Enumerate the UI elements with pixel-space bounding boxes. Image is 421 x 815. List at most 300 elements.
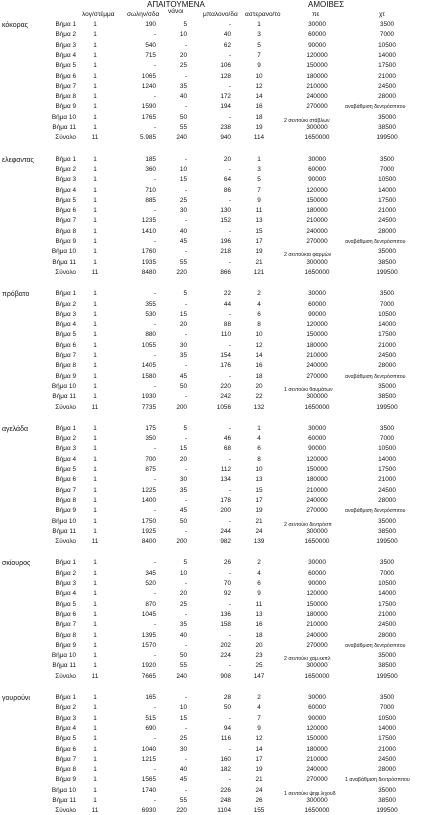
- stars-cell: 1: [257, 424, 261, 432]
- pipes-cell: 165: [145, 694, 156, 701]
- balloons-cell: 248: [220, 797, 231, 804]
- pipes-cell: -: [153, 766, 156, 774]
- xt-cell: 199500: [376, 807, 398, 815]
- balloons-cell: -: [228, 631, 231, 639]
- xt-cell: 38500: [378, 662, 396, 670]
- pe-cell: 120000: [306, 590, 328, 598]
- pipes-cell: 1040: [141, 745, 156, 753]
- pipes-cell: 345: [145, 569, 156, 577]
- step-label: Βήμα 3: [55, 176, 76, 184]
- pipes-cell: -: [153, 652, 156, 660]
- xt-cell: 35000: [378, 248, 396, 256]
- dwarves-cell: -: [184, 724, 187, 732]
- balloons-cell: 244: [220, 527, 231, 535]
- pipes-cell: 8400: [141, 538, 156, 546]
- balloons-cell: 20: [223, 155, 231, 163]
- stars-cell: 17: [255, 755, 263, 763]
- step-label: Βήμα 1: [55, 21, 76, 28]
- balloons-cell: 44: [223, 300, 231, 308]
- step-label: Βήμα 9: [55, 641, 76, 649]
- crowns-cell: 1: [93, 559, 97, 567]
- step-label: Βήμα 6: [55, 476, 76, 484]
- pipes-cell: 175: [145, 424, 156, 432]
- pe-cell: 1650000: [304, 672, 330, 680]
- stars-cell: 10: [255, 331, 263, 339]
- pipes-cell: 1055: [141, 341, 156, 349]
- stars-cell: 14: [255, 745, 263, 753]
- column-header-crowns: λογ/στέμμα: [82, 11, 115, 18]
- step-label: Βήμα 3: [55, 580, 76, 587]
- dwarves-cell: 35: [179, 621, 187, 629]
- stars-cell: 12: [255, 82, 263, 90]
- crowns-cell: 1: [93, 486, 97, 494]
- balloons-cell: -: [228, 372, 231, 380]
- xt-cell: 21000: [378, 476, 396, 484]
- step-label: Βήμα 8: [55, 496, 76, 504]
- step-label: Βήμα 4: [55, 51, 76, 59]
- step-label: Βήμα 2: [55, 704, 76, 712]
- crowns-cell: 1: [93, 445, 97, 453]
- crowns-cell: 1: [93, 155, 97, 163]
- pe-cell: 210000: [306, 217, 328, 225]
- pipes-cell: -: [153, 382, 156, 390]
- balloons-cell: 112: [220, 466, 231, 473]
- dwarves-cell: 15: [179, 310, 187, 318]
- step-label: Βήμα 11: [52, 527, 76, 535]
- pipes-cell: -: [153, 621, 156, 629]
- xt-cell: 14000: [378, 186, 396, 194]
- balloons-cell: 110: [220, 331, 231, 339]
- pipes-cell: 355: [145, 300, 156, 308]
- crowns-cell: 1: [93, 435, 97, 443]
- balloons-cell: 982: [220, 538, 231, 546]
- balloons-cell: 196: [220, 238, 231, 245]
- dwarves-cell: 5: [183, 424, 187, 432]
- pipes-cell: 870: [145, 600, 156, 608]
- dwarves-cell: -: [184, 362, 187, 370]
- balloons-cell: 136: [220, 610, 231, 618]
- pipes-cell: 1760: [141, 248, 156, 256]
- xt-cell: 7000: [379, 569, 395, 577]
- stars-cell: 17: [255, 496, 263, 504]
- pipes-cell: 1590: [141, 103, 156, 111]
- balloons-cell: 160: [220, 755, 231, 763]
- stars-cell: 23: [255, 652, 263, 660]
- pipes-cell: -: [153, 476, 156, 484]
- dwarves-cell: -: [184, 466, 187, 473]
- crowns-cell: 1: [93, 51, 97, 59]
- pe-cell: 90000: [308, 714, 326, 722]
- reward-note: αναβάθμιση δεντρόσπιτου: [345, 373, 406, 380]
- crowns-cell: 1: [93, 207, 97, 215]
- stars-cell: 22: [255, 393, 263, 401]
- balloons-cell: -: [228, 569, 231, 577]
- step-label: Βήμα 6: [55, 72, 76, 80]
- dwarves-cell: 10: [179, 704, 187, 712]
- pipes-cell: 1225: [141, 486, 156, 494]
- animal-name: γουρούνι: [2, 695, 30, 702]
- pe-cell: 300000: [306, 258, 328, 266]
- xt-cell: 35000: [378, 113, 396, 121]
- pipes-cell: 185: [145, 155, 156, 163]
- pipes-cell: 1065: [141, 72, 156, 80]
- stars-cell: 10: [255, 466, 263, 473]
- crowns-cell: 1: [93, 165, 97, 173]
- stars-cell: 9: [257, 62, 261, 70]
- dwarves-cell: 45: [179, 776, 187, 784]
- pe-cell: 1650000: [304, 403, 330, 411]
- balloons-cell: 64: [223, 176, 231, 184]
- reward-note: αναβάθμιση δεντρόσπιτου: [345, 508, 406, 515]
- balloons-cell: 1104: [217, 807, 231, 815]
- step-label: Βήμα 3: [55, 310, 76, 318]
- dwarves-cell: 20: [179, 455, 187, 463]
- dwarves-cell: 10: [179, 165, 187, 173]
- pe-cell: 120000: [306, 51, 328, 59]
- pipes-cell: 7665: [141, 672, 156, 680]
- xt-cell: 28000: [378, 631, 396, 639]
- xt-cell: 21000: [378, 610, 396, 618]
- stars-cell: 114: [253, 134, 265, 142]
- pipes-cell: 690: [145, 724, 156, 732]
- crowns-cell: 1: [93, 527, 97, 535]
- step-label: Βήμα 10: [51, 786, 76, 794]
- xt-cell: 14000: [378, 51, 396, 59]
- balloons-cell: 70: [223, 580, 231, 587]
- crowns-cell: 1: [93, 372, 97, 380]
- balloons-cell: -: [228, 165, 231, 173]
- xt-cell: 17500: [378, 331, 396, 339]
- step-label: Βήμα 11: [52, 797, 76, 804]
- balloons-cell: 200: [220, 507, 231, 515]
- dwarves-cell: 200: [176, 538, 187, 546]
- pe-cell: 60000: [308, 435, 326, 443]
- stars-cell: 6: [257, 445, 261, 453]
- balloons-cell: 172: [220, 93, 231, 101]
- crowns-cell: 1: [93, 310, 97, 318]
- pipes-cell: 1395: [141, 631, 156, 639]
- balloons-cell: -: [228, 517, 231, 525]
- stars-cell: 19: [255, 507, 263, 515]
- pipes-cell: 1765: [141, 113, 156, 121]
- crowns-cell: 1: [93, 393, 97, 401]
- dwarves-cell: 30: [179, 745, 187, 753]
- step-label: Βήμα 9: [55, 372, 76, 380]
- xt-cell: 24500: [378, 486, 396, 494]
- pe-cell: 270000: [306, 238, 328, 245]
- dwarves-cell: 5: [183, 21, 187, 28]
- dwarves-cell: -: [184, 393, 187, 401]
- xt-cell: 21000: [378, 745, 396, 753]
- crowns-cell: 1: [93, 31, 97, 39]
- balloons-cell: 26: [223, 559, 231, 567]
- balloons-cell: 68: [223, 445, 231, 453]
- xt-cell: 199500: [376, 134, 398, 142]
- stars-cell: 2: [257, 694, 261, 701]
- xt-cell: 38500: [378, 124, 396, 131]
- pe-cell: 300000: [306, 124, 328, 131]
- step-label: Βήμα 9: [55, 776, 76, 784]
- stars-cell: 16: [255, 621, 263, 629]
- stars-cell: 4: [257, 300, 261, 308]
- xt-cell: 14000: [378, 321, 396, 329]
- animal-name: πρόβατο: [2, 291, 30, 299]
- balloons-cell: 866: [220, 268, 231, 276]
- pipes-cell: 710: [145, 186, 156, 194]
- pipes-cell: 190: [145, 21, 156, 28]
- pipes-cell: 715: [145, 51, 156, 59]
- xt-cell: 3500: [379, 155, 395, 163]
- stars-cell: 147: [253, 672, 265, 680]
- step-label: Βήμα 6: [55, 745, 76, 753]
- stars-cell: 16: [255, 362, 263, 370]
- step-label: Βήμα 4: [55, 321, 76, 329]
- step-label: Βήμα 7: [55, 486, 76, 494]
- xt-cell: 38500: [378, 393, 396, 401]
- pipes-cell: 515: [145, 714, 156, 722]
- balloons-cell: -: [228, 424, 231, 432]
- step-label: Βήμα 7: [55, 217, 76, 225]
- balloons-cell: -: [228, 745, 231, 753]
- column-header-dwarves: νάνοι: [168, 8, 184, 15]
- pipes-cell: 1235: [141, 217, 156, 225]
- stars-cell: 4: [257, 569, 261, 577]
- step-label: Βήμα 11: [52, 258, 76, 266]
- crowns-cell: 1: [93, 362, 97, 370]
- pe-cell: 240000: [306, 93, 328, 101]
- xt-cell: 21000: [378, 72, 396, 80]
- balloons-cell: 152: [220, 217, 231, 225]
- pe-cell: 180000: [306, 341, 328, 349]
- stars-cell: 11: [255, 600, 263, 608]
- pe-cell: 60000: [308, 300, 326, 308]
- stars-cell: 8: [257, 321, 261, 329]
- balloons-cell: 220: [220, 382, 231, 390]
- pe-cell: 300000: [306, 527, 328, 535]
- crowns-cell: 1: [93, 41, 97, 49]
- step-label: Βήμα 11: [52, 124, 76, 131]
- dwarves-cell: 35: [179, 486, 187, 494]
- dwarves-cell: -: [184, 41, 187, 49]
- pipes-cell: 1750: [141, 517, 156, 525]
- xt-cell: 7000: [379, 300, 395, 308]
- crowns-cell: 1: [93, 196, 97, 204]
- xt-cell: 10500: [378, 310, 396, 318]
- balloons-cell: 88: [223, 321, 231, 329]
- stars-cell: 7: [257, 51, 261, 59]
- stars-cell: 15: [255, 227, 263, 235]
- step-label: Βήμα 3: [55, 714, 76, 722]
- crowns-cell: 1: [93, 290, 97, 298]
- crowns-cell: 1: [93, 610, 97, 618]
- xt-cell: 21000: [378, 341, 396, 349]
- pe-cell: 240000: [306, 496, 328, 504]
- xt-cell: 35000: [378, 382, 396, 390]
- stars-cell: 15: [255, 486, 263, 494]
- step-label: Βήμα 3: [55, 41, 76, 49]
- xt-cell: 14000: [378, 590, 396, 598]
- crowns-cell: 11: [91, 538, 99, 546]
- stars-cell: 21: [255, 517, 263, 525]
- dwarves-cell: 50: [179, 652, 187, 660]
- pe-cell: 210000: [306, 352, 328, 359]
- pipes-cell: -: [153, 176, 156, 184]
- step-label: Σύνολο: [55, 538, 76, 546]
- step-label: Βήμα 7: [55, 755, 76, 763]
- crowns-cell: 11: [91, 672, 99, 680]
- pipes-cell: -: [153, 797, 156, 804]
- balloons-cell: -: [228, 455, 231, 463]
- balloons-cell: -: [228, 21, 231, 28]
- balloons-cell: -: [228, 82, 231, 90]
- dwarves-cell: 45: [179, 372, 187, 380]
- pipes-cell: -: [153, 445, 156, 453]
- pipes-cell: 1920: [141, 662, 156, 670]
- xt-cell: 3500: [379, 559, 395, 567]
- balloons-cell: 106: [220, 62, 231, 70]
- step-label: Βήμα 10: [51, 382, 76, 390]
- stars-cell: 3: [257, 165, 261, 173]
- dwarves-cell: -: [184, 72, 187, 80]
- dwarves-cell: 50: [179, 382, 187, 390]
- balloons-cell: 182: [220, 766, 231, 774]
- crowns-cell: 1: [93, 517, 97, 525]
- step-label: Βήμα 2: [55, 165, 76, 173]
- dwarves-cell: -: [184, 300, 187, 308]
- dwarves-cell: 55: [179, 662, 187, 670]
- balloons-cell: 176: [220, 362, 231, 370]
- balloons-cell: 940: [220, 134, 231, 142]
- dwarves-cell: -: [184, 248, 187, 256]
- xt-cell: 199500: [376, 538, 398, 546]
- step-label: Βήμα 2: [55, 435, 76, 443]
- stars-cell: 16: [255, 103, 263, 111]
- stars-cell: 20: [255, 382, 263, 390]
- balloons-cell: 238: [220, 124, 231, 131]
- dwarves-cell: -: [184, 755, 187, 763]
- balloons-cell: 22: [223, 290, 231, 298]
- dwarves-cell: 25: [179, 196, 187, 204]
- pe-cell: 150000: [306, 466, 328, 473]
- crowns-cell: 1: [93, 82, 97, 90]
- xt-cell: 14000: [378, 455, 396, 463]
- column-header-balloons: μπαλονο/δα: [203, 11, 238, 18]
- balloons-cell: -: [228, 662, 231, 670]
- xt-cell: 7000: [379, 435, 395, 443]
- balloons-cell: 46: [223, 435, 231, 443]
- reward-note: 2 σεντούκι δεντρόσπ: [284, 521, 332, 528]
- pipes-cell: 1240: [141, 82, 156, 90]
- crowns-cell: 1: [93, 476, 97, 484]
- stars-cell: 8: [257, 455, 261, 463]
- dwarves-cell: 20: [179, 590, 187, 598]
- step-label: Βήμα 1: [55, 694, 76, 701]
- balloons-cell: 134: [220, 476, 231, 484]
- crowns-cell: 11: [91, 807, 99, 815]
- step-label: Βήμα 10: [51, 113, 76, 121]
- dwarves-cell: 35: [179, 352, 187, 359]
- pipes-cell: -: [153, 704, 156, 712]
- stars-cell: 14: [255, 352, 263, 359]
- reward-note: αναβάθμιση δεντρόσπιτου: [345, 642, 406, 649]
- crowns-cell: 1: [93, 62, 97, 70]
- dwarves-cell: 40: [179, 631, 187, 639]
- stars-cell: 7: [257, 186, 261, 194]
- pipes-cell: 875: [145, 466, 156, 473]
- pe-cell: 210000: [306, 486, 328, 494]
- dwarves-cell: 200: [176, 403, 187, 411]
- xt-cell: 10500: [378, 176, 396, 184]
- crowns-cell: 1: [93, 569, 97, 577]
- pe-cell: 300000: [306, 797, 328, 804]
- pe-cell: 300000: [306, 662, 328, 670]
- dwarves-cell: 25: [179, 62, 187, 70]
- step-label: Σύνολο: [55, 807, 76, 815]
- crowns-cell: 1: [93, 755, 97, 763]
- step-label: Βήμα 10: [51, 248, 76, 256]
- pipes-cell: 1570: [141, 641, 156, 649]
- xt-cell: 7000: [379, 704, 395, 712]
- stars-cell: 19: [255, 124, 263, 131]
- column-header-xt: χτ: [379, 11, 385, 18]
- balloons-cell: 242: [220, 393, 231, 401]
- pipes-cell: 1930: [141, 393, 156, 401]
- xt-cell: 10500: [378, 714, 396, 722]
- pipes-cell: 530: [145, 310, 156, 318]
- step-label: Βήμα 8: [55, 362, 76, 370]
- pe-cell: 210000: [306, 755, 328, 763]
- pe-cell: 210000: [306, 621, 328, 629]
- dwarves-cell: 45: [179, 238, 187, 245]
- pe-cell: 150000: [306, 331, 328, 339]
- dwarves-cell: 25: [179, 735, 187, 743]
- stars-cell: 18: [255, 113, 263, 121]
- stars-cell: 17: [255, 238, 263, 245]
- stars-cell: 9: [257, 196, 261, 204]
- column-header-pe: πε: [312, 11, 320, 18]
- xt-cell: 3500: [379, 290, 395, 298]
- balloons-cell: 40: [223, 31, 231, 39]
- dwarves-cell: 240: [176, 672, 187, 680]
- pipes-cell: 1215: [141, 755, 156, 763]
- reward-note: 1 σεντούκι ψηφ.λιχουδ: [284, 790, 336, 797]
- xt-cell: 38500: [378, 527, 396, 535]
- crowns-cell: 1: [93, 331, 97, 339]
- pipes-cell: 1935: [141, 258, 156, 266]
- stars-cell: 11: [255, 207, 263, 215]
- stars-cell: 18: [255, 372, 263, 380]
- balloons-cell: 128: [220, 72, 231, 80]
- crowns-cell: 1: [93, 714, 97, 722]
- dwarves-cell: 220: [176, 807, 187, 815]
- balloons-cell: -: [228, 341, 231, 349]
- crowns-cell: 1: [93, 600, 97, 608]
- stars-cell: 2: [257, 559, 261, 567]
- stars-cell: 132: [253, 403, 265, 411]
- step-label: Βήμα 2: [55, 31, 76, 39]
- pe-cell: 1650000: [304, 268, 330, 276]
- pe-cell: 180000: [306, 207, 328, 215]
- dwarves-cell: 55: [179, 124, 187, 131]
- xt-cell: 24500: [378, 217, 396, 225]
- step-label: Βήμα 9: [55, 507, 76, 515]
- step-label: Σύνολο: [55, 134, 76, 142]
- dwarves-cell: 40: [179, 766, 187, 774]
- crowns-cell: 1: [93, 103, 97, 111]
- crowns-cell: 1: [93, 176, 97, 184]
- balloons-cell: 50: [223, 704, 231, 712]
- pe-cell: 30000: [308, 559, 326, 567]
